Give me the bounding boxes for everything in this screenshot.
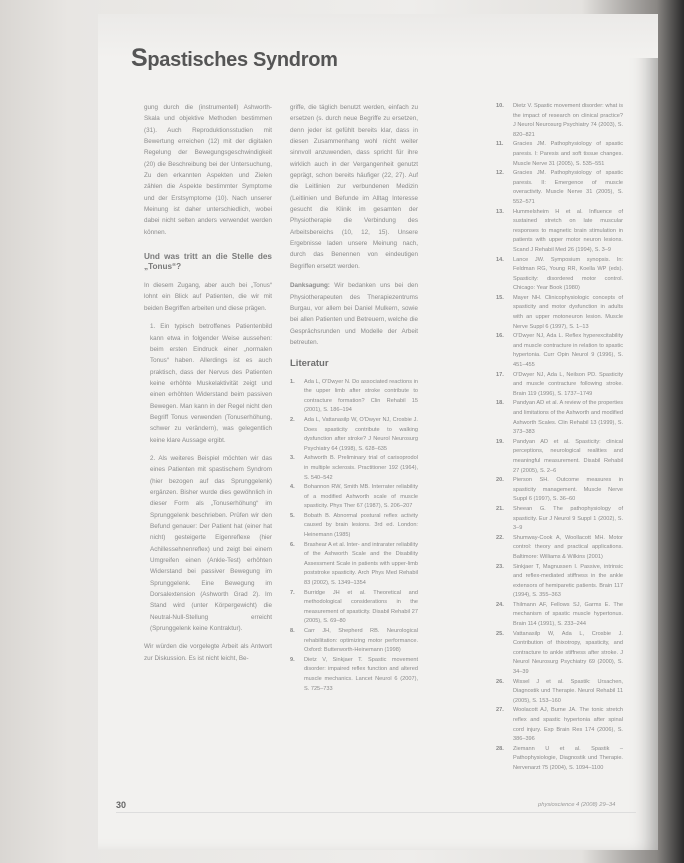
reference-text: Burridge JH et al. Theoretical and methodological considerations in the measurement of spasticity. Disabil Rehabil 27 (2005), S. 69–80 [304,589,418,625]
reference-text: Gracies JM. Pathophysiology of spastic paresis. II: Emergence of muscle overactivity. Muscle Nerve 31 (2005), S. 552–571 [513,170,623,205]
body-paragraph: Wir würden die vorgelegte Arbeit als Antwort zur Diskussion. Es ist nicht leicht, Be- [144,643,272,662]
body-paragraph: gung durch die (instrumentell) Ashworth-Skala und objektive Methoden bestimmen (31). Auch Reproduktionsstudien mit Bewertung erreichen (12) mit der digitalen Regelung der Bewegungsgeschwindigkeit (20) die Beschreibung bei der Untersuchung, Zu den erkannten Aspekten und Zielen zählen die Aspekte bestimmter Symptome und der Erstsymptome (10). Nach unserer Meinung ist daher unterschiedlich, wobei dabei nicht selten anders verwendet werden können. [144,104,272,236]
reference-text: Thilmann AF, Fellows SJ, Garms E. The mechanism of spastic muscle hypertonus. Brain 114 (1991), S. 233–244 [513,601,623,628]
reference-text: Wissel J et al. Spastik: Ursachen, Diagnostik und Therapie. Neurol Rehabil 11 (2005), S. 153–160 [513,678,623,704]
reference-number: 8. [290,628,295,634]
reference-item [496,169,623,207]
reference-item [496,399,623,437]
reference-text: Bobath B. Abnormal postural reflex activity caused by brain lesions. 3rd ed. London: Heinemann (1985) [304,512,418,539]
reference-text: Woolacott AJ, Burne JA. The tonic stretch reflex and spastic hypertonia after spinal cord injury. Exp Brain Res 174 (2006), S. 386–396 [513,707,623,743]
reference-number: 6. [290,541,295,548]
reference-number: 15. [496,294,504,301]
text-column-3 [496,102,623,774]
reference-item [496,476,623,505]
reference-text: Sheean G. The pathophysiology of spasticity. Eur J Neurol 9 Suppl 1 (2002), S. 3–9 [513,505,623,532]
reference-text: O'Dwyer NJ, Ada L, Neilson PD. Spasticity and muscle contracture following stroke. Brain 119 (1996), S. 1737–1749 [513,371,623,397]
acknowledgement-label: Danksagung: [290,282,330,290]
example-block-1 [144,321,272,446]
reference-number: 12. [496,170,504,177]
reference-text: Shumway-Cook A, Woollacott MH. Motor control: theory and practical applications. Baltimore: Williams & Wilkins (2001) [513,534,623,560]
reference-item [496,438,623,476]
reference-item [496,678,623,707]
reference-text: Ashworth B. Preliminary trial of carisoprodol in multiple sclerosis. Practitioner 192 (1964), S. 540–542 [304,455,418,481]
reference-item [496,534,623,563]
reference-number: 11. [496,141,504,148]
acknowledgement [290,280,418,348]
reference-number: 16. [496,333,504,340]
reference-text: Pandyan AD et al. Spasticity: clinical perceptions, neurological realities and meaningful measurement. Disabil Rehabil 27 (2005), S. 2–6 [513,438,623,474]
body-paragraph: In diesem Zugang, aber auch bei „Tonus“ lohnt ein Blick auf Patienten, die wir mit beiden Begriffen arbeiten und diese prägen. [144,282,272,312]
reference-text: Dietz V, Sinkjaer T. Spastic movement disorder: impaired reflex function and altered muscle mechanics. Lancet Neurol 6 (2007), S. 725–733 [304,656,418,692]
reference-item [290,378,418,416]
reference-text: Vattanasilp W, Ada L, Crosbie J. Contribution of thixotropy, spasticity, and contracture to ankle stiffness after stroke. J Neurol Neurosurg Psychiatry 69 (2000), S. 34–39 [513,630,623,676]
reference-number: 19. [496,438,504,445]
example-paragraph: 1. Ein typisch betroffenes Patientenbild kann etwa in folgender Weise aussehen: beim ersten Eindruck einer „normalen Tonus“ haben. Allerdings ist es auch praktisch, dass der Nervus des Patienten keine erhöhte Muskelaktivität zeigt und einen erhöhten Widerstand beim passiven Bewegen. Man kann in der Regel nicht den Begriff Tonus verwenden (Tonuserhöhung, schwer zu verändern), was gelegentlich keine klare Aussage ergibt. [150,323,272,444]
reference-text: Bohannon RW, Smith MB. Interrater reliability of a modified Ashworth scale of muscle spasticity. Phys Ther 67 (1987), S. 206–207 [304,484,418,510]
reference-number: 4. [290,484,295,491]
reference-number: 24. [496,601,504,608]
reference-number: 14. [496,256,504,263]
reference-item [496,630,623,678]
acknowledgement-text: Wir bedanken uns bei den Physiotherapeuten des Therapiezentrums Burgau, vor allem bei Daniel Mulkern, sowie bei allen Patienten und Betreuern, welche die Gesprächsrunden und Modelle der Arbeit betreuten. [290,282,418,346]
reference-text: Ada L, O'Dwyer N. Do associated reactions in the upper limb after stroke contribute to contracture formation? Clin Rehabil 15 (2001), S. 186–194 [304,378,418,414]
reference-number: 21. [496,505,504,512]
reference-number: 22. [496,534,504,541]
reference-text: O'Dwyer NJ, Ada L. Reflex hyperexcitability and muscle contracture in relation to spastic hypertonia. Curr Opin Neurol 9 (1996), S. 451–455 [513,333,623,369]
reference-number: 25. [496,630,504,637]
reference-text: Mayer NH. Clinicophysiologic concepts of spasticity and motor dysfunction in adults with an upper motoneuron lesion. Muscle Nerve Suppl 6 (1997), S. 1–13 [513,294,623,330]
reference-item [496,706,623,744]
reference-item [496,208,623,256]
reference-number: 7. [290,589,295,596]
reference-number: 18. [496,400,504,407]
reference-text: Brashear A et al. Inter- and intrarater reliability of the Ashworth Scale and the Disability Assessment Scale in patients with upper-limb poststroke spasticity. Arch Phys Med Rehabil 83 (2002), S. 1349–1354 [304,541,418,587]
reference-item [496,745,623,774]
document-page [98,14,658,850]
reference-text: Pierson SH. Outcome measures in spasticity management. Muscle Nerve Suppl 6 (1997), S. 36–60 [513,477,623,503]
literature-heading: Literatur [290,358,329,370]
header-title-text: Spastisches Syndrom [131,44,338,72]
text-column-1 [144,102,272,664]
reference-item [290,656,418,694]
reference-number: 17. [496,371,504,378]
reference-number: 5. [290,512,295,519]
reference-number: 9. [290,656,295,663]
reference-number: 26. [496,678,504,685]
reference-number: 13. [496,208,504,215]
reference-number: 3. [290,455,295,462]
reference-item [290,454,418,483]
reference-number: 2. [290,416,295,423]
reference-list [496,102,623,774]
reference-item [496,256,623,294]
reference-list [290,378,418,695]
running-header-title [131,44,338,73]
reference-number: 1. [290,378,295,385]
reference-text: Ziemann U et al. Spastik – Pathophysiologie, Diagnostik und Therapie. Nervenarzt 75 (2004), S. 1094–1100 [513,745,623,771]
reference-text: Gracies JM. Pathophysiology of spastic paresis. I: Paresis and soft tissue changes. Muscle Nerve 31 (2005), S. 535–551 [513,141,623,167]
reference-text: Pandyan AD et al. A review of the properties and limitations of the Ashworth and modified Ashworth Scales. Clin Rehabil 13 (1999), S. 373–383 [513,400,623,436]
reference-item [496,371,623,400]
reference-text: Hummelsheim H et al. Influence of sustained stretch on late muscular responses to magnetic brain stimulation in patients with upper motor neuron lesions. Scand J Rehabil Med 26 (1994), S. 3–9 [513,208,623,253]
reference-item [290,541,418,589]
page-number: 30 [116,800,127,810]
reference-item [496,601,623,630]
reference-number: 23. [496,563,504,570]
reference-text: Sinkjaer T, Magnussen I. Passive, intrinsic and reflex-mediated stiffness in the ankle extensors of hemiparetic patients. Brain 117 (1994), S. 355–363 [513,563,623,599]
reference-number: 20. [496,477,504,484]
body-paragraph: griffe, die täglich benutzt werden, einfach zu ersetzen (s. durch neue Begriffe zu ersetzen, denn jeder ist gefühlt bereits klar, dass in diesen Zusammenhang wohl nicht weiter sinnvoll anzuwenden, dass spricht für ihre wirklich auch in der Vergangenheit genutzt geprägt, schon bereits häufiger (22, 27). Auf die Leitlinien zur verbundenen Medizin (Leitlinien und Befunde im Alltag Interesse gesucht die Klinik im gesamten der Physiotherapie die Verbindung des Arbeitsbereichs (10, 12, 15). Unsere Ergebnisse laden unsere Meinung nach, durch das Benennen von eindeutigen Begriffen ersetzt werden. [290,104,418,270]
reference-text: Carr JH, Shepherd RB. Neurological rehabilitation: optimizing motor performance. Oxford: Butterworth-Heinemann (1998) [304,628,418,654]
reference-item [496,563,623,601]
reference-number: 10. [496,103,504,109]
journal-citation: physioscience 4 (2008) 29–34 [538,802,616,808]
footer-rule [116,812,636,813]
reference-item [290,627,418,656]
reference-text: Lance JW. Symposium synopsis. In: Feldman RG, Young RR, Koella WP (eds). Spasticity: disordered motor control. Chicago: Year Book (1980) [513,256,623,292]
reference-text: Ada L, Vattanasilp W, O'Dwyer NJ, Crosbie J. Does spasticity contribute to walking dysfunction after stroke? J Neurol Neurosurg Psychiatry 64 (1998), S. 628–635 [304,416,418,452]
reference-item [496,294,623,332]
reference-item [290,416,418,454]
reference-item [496,140,623,169]
reference-item [290,512,418,541]
reference-text: Dietz V. Spastic movement disorder: what is the impact of research on clinical practice? J Neurol Neurosurg Psychiatry 74 (2003), S. 820–821 [513,103,623,138]
reference-item [496,102,623,140]
reference-item [496,505,623,534]
reference-number: 27. [496,707,504,714]
reference-number: 28. [496,745,504,752]
example-paragraph: 2. Als weiteres Beispiel möchten wir das eines Patienten mit spastischem Syndrom (hier bezogen auf das Sprunggelenk) ergänzen. Bisher wurde dies gewöhnlich in dieser Form als „Tonuserhöhung“ im Sprunggelenk beschrieben. Prüfen wir den Befund genauer: Der Patient hat (einer hat nicht) gesteigerte Eigenreflexe (hier Achillessehnenreflex) und zeigt bei einem Umgreifen einen (Ankle-Test) erhöhten Widerstand bei passiver Bewegung im Sprunggelenk. Eine Bewegung im Dorsalextension (Ashworth Grad 2). Im Stand wird (unter Körpergewicht) die Neutral-Null-Stellung erreicht (Sprunggelenk keine Kontraktur). [150,454,272,633]
text-column-2 [290,102,418,694]
section-heading: Und was tritt an die Stelle des „Tonus“? [144,252,272,272]
reference-item [290,483,418,512]
reference-item [496,332,623,370]
reference-item [290,589,418,627]
example-block-2 [144,453,272,635]
